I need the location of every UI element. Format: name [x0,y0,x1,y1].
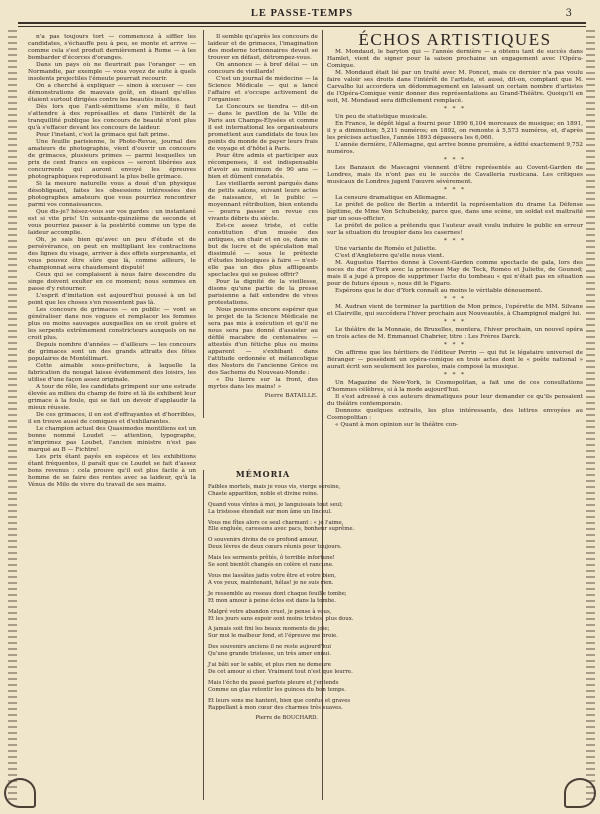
poem-stanza [208,483,341,498]
paragraph: L'esprit d'imitation est aujourd'hui poussé à un tel point que les choses s'en ressentent pas là. [28,293,196,306]
poem-line: Vous me fîtes alors ce seul charmant : « je l'aime, [208,519,344,526]
paragraph: M. Augustus Harriss donne à Covent-Garden comme spectacle de gala, lors des noces du duc d'York avec la princesse May de Teck, Roméo et Juliette, de Gounod; mais il a jugé à propos de supprimer l'acte du tombeau « qui n'était pas en situation pour de futurs époux », nous dit le Figaro. [327,260,583,287]
poem-stanza [208,608,354,623]
header-rule-thin [18,26,586,27]
column-rule-1 [203,30,204,418]
left-border-ornament [8,30,17,800]
poem-line: Je ressemble au roseau dont chaque feuille tombe; [208,590,347,597]
paragraph: Les concours de grimaces — en public — vont se généraliser dans nos vogues et remplacer les femmes plus ou moins sauvages auxquelles on se croit guère et les serpents extrêmement constricteurs auxquels on ne croit plus. [28,307,196,341]
poem-stanzas [208,483,355,712]
poem-line: O souvenirs divins de ce profond amour, [208,537,319,544]
paragraph: En France, le dépôt légal a fourni pour 1890 6,104 morceaux de musique; en 1891, il y a diminution; 5,211 numéros; en 1892, on remonte à 5,573 numéros, et, d'après les précises actuelles, l'année 1893 dépassera les 6,060. [327,121,583,141]
paragraph: Nous pouvons encore espérer que le projet de la Science Médicale ne sera pas mis à exécution et qu'il ne nous sera pas donné d'assister au défilé macabre de centenaires — attestés d'un fétiche plus ou moins apparent — s'exhibant dans l'attitude ordonnée et mélancolique des Nestors de l'ancienne Grèce ou des Sachems du Nouveau-Monde : [208,307,318,376]
paragraph: Une variante de Roméo et Juliette. [335,246,437,252]
poem-line: Malgré votre abandon cruel, je pense à vous, [208,608,332,615]
paragraph: Pour la dignité de la vieillesse, disons qu'une partie de la presse parisienne a fait entendre de vives protestations. [208,279,318,306]
page-number: 3 [565,8,572,19]
poem-line: Deux lèvres de deux cœurs réunis pour toujours. [208,544,342,551]
section-divider-stars: * * * [444,106,466,112]
poem-line: A vos yeux, maintenant, hélas! je ne suis rien. [208,579,334,586]
paragraph: Il s'est adressé à ces auteurs dramatiques pour leur demander ce qu'ils pensaient du théâtre contemporain. [327,394,583,407]
section-divider-stars: * * * [444,342,466,348]
paragraph: Cette aimable sous-préfecture, à laquelle la fabrication du nougat laisse évidemment des loisirs, les utilise d'une façon assez originale. [28,363,196,383]
paragraph: M. Mondaud, le baryton qui — l'année dernière — a obtenu tant de succès dans Hamlet, vient de signer pour la saison prochaine un engagement avec l'Opéra-Comique. [327,49,583,69]
paragraph: Pour l'instant, c'est la grimace qui fait prime. [36,132,170,138]
poem-stanza [208,679,346,694]
poem-line: Mais l'écho du passé parfois pleure et j'entends [208,679,339,686]
poem-line: De cet amour si cher. Vraiment tout n'est que leurre. [208,668,353,675]
section-divider-stars: * * * [444,187,466,193]
poem-stanza [208,555,335,569]
paragraph: Oh, je sais bien qu'avec un peu d'étude et de persévérance, on peut en multipliant les contractions des lignes du visage, arriver à des effets surprenants, et vous pouvez être sûre que là, comme ailleurs, le championnat sera chaudement disputé! [28,237,196,271]
poem-line: Et les jours sans espoir sont moins tristes, plus doux. [208,615,354,622]
section-divider-stars: * * * [444,319,466,325]
paragraph: Espérons que le duc d'York connaît au moins le véritable dénouement. [335,288,543,294]
paragraph: M. Audran vient de terminer la partition de Mon prince, l'opérette de MM. Silvane et Clairville, qui succédera l'hiver prochain aux Nouveautés, à Champignol malgré lui. [327,304,583,317]
poem-line: Rappellant à mon cœur des charmes très suaves. [208,704,343,711]
paragraph: Est-ce assez triste, et cette constitution d'un musée des antiques, en chair et en os, dans un but de lucre et de spéculation mal dissimulé — sous le prétexte d'études biologiques à faire — n'est-elle pas un des plus affligeants spectacles qui se puisse offrir? [208,223,318,278]
paragraph: C'est d'Angleterre qu'elle nous vient. [335,253,445,259]
poem-line: Quand vous vîntes à moi, je languissais tout seul; [208,501,343,508]
poem-stanza [208,626,338,640]
poem-line: Et mon amour à peine éclos est dans la tombe. [208,597,336,604]
paragraph: C'est un journal de médecine — la Science Médicale — qui a lancé l'affaire et s'occupe activement de l'organiser. [208,76,318,103]
poem-line: La tristesse étendait sur mon âme un linceul. [208,508,332,515]
poem-line: Faibles mortels, mais je vous vis, vierge sereine, [208,483,341,490]
poem-stanza [208,572,337,587]
poem-stanza [208,590,347,605]
poem-line: J'ai bâti sur le sable, et plus rien ne demeure [208,662,331,669]
paragraph: A tour de rôle, les candidats grimpent sur une estrade élevée au milieu du champ de foire et là ils exhibent leur grimace à la foule, qui se fait un devoir d'applaudir la mieux réussie. [28,384,196,411]
section-divider-stars: * * * [444,372,466,378]
paragraph: Il semble qu'après les concours de laideur et de grimaces, l'imagination des moderne tortionnaires devait se trouver en défaut, détrompez-vous. [208,34,318,61]
paragraph: Un peu de statistique musicale. [335,114,428,120]
poem-stanza [208,662,353,676]
paragraph: Une feuille parisienne, le Photo-Revue, journal des amateurs de photographie, vient d'ouvrir un concours de grimaces, plusieurs primes — parmi lesquelles un prix de cent francs en espèces — seront libérées aux concurrents qui auront envoyé les épreuves photographiques reproduisant la plus belle grimace. [28,139,196,180]
poem-stanza [208,644,331,658]
paragraph: Le théâtre de la Monnaie, de Bruxelles, montera, l'hiver prochain, un nouvel opéra en trois actes de M. Emmanuel Chabrier, titre : Les Frères Darck. [327,327,583,340]
paragraph: n'a pas toujours tort — commencez à siffler les candidates, s'échauffe peu à peu, se monte et arrive — comme cela s'est produit dernièrement à Rome — à les bombarder d'écorces d'oranges. [28,34,196,61]
poem-line: Vous me lassâtes jadis votre être et votre bien, [208,572,337,579]
column-rule-1-lower [203,470,204,800]
echos-sections [327,49,583,429]
paragraph: M. Mondaud était lié par un traité avec M. Poncet, mais ce dernier n'a pas voulu faire valoir ses droits dans l'intérêt de l'artiste, et aussi, dit-on, comptant que M. Carvalho lui accordera un dédommagement en laissant un certain nombre d'artistes de l'Opéra-Comique venir donner des représentations au Grand-Théâtre. Quoiqu'il en soit, M. Mondaud sera difficilement remplacé. [327,70,583,104]
publication-title: LE PASSE-TEMPS [250,8,354,19]
poem-stanza [208,537,342,551]
poem-line: Mais les serments prêtés, ô terrible infortune! [208,555,335,562]
paragraph: Le Concours se tiendra — dit-on — dans le pavillon de la Ville de Paris aux Champs-Élysées et comme il est international les organisateurs promettent aux candidats de tous les points du monde de payer leurs frais de voyage et d'hôtel à Paris. [208,104,318,152]
paragraph: Les Banzaux de Mascagni viennent d'être représentés au Covent-Garden de Londres, mais ils n'ont pas eu le succès de Cavalleria rusticana. Les critiques musicaux de Londres jugent l'œuvre sévèrement. [327,165,583,185]
quotation: « Du lierre sur la front, des myrtes dans les mains! » [208,377,318,390]
poem-line: Chaste apparition, noble et divine reine. [208,490,319,497]
poem-stanza [208,697,351,712]
article-column-2 [208,34,318,466]
paragraph: On affirme que les héritiers de l'éditeur Perrin — qui fut le légataire universel de Béranger — possèdent un opéra-comique en trois actes dont le « poète national » aurait écrit son seulement les paroles, mais composé la musique. [327,350,583,370]
poem-stanza [208,519,355,534]
poem-line: Se sont bientôt changés en colère et rancune. [208,562,334,569]
paragraph: Depuis nombre d'années — d'ailleurs — les concours de grimaces sont un des grands attraits des fêtes populaires de Montélimart. [28,342,196,362]
poem-line: Qu'une grande tristesse, un très amer ennui. [208,651,331,658]
paragraph: Si la mesure naturelle vous a doué d'un physique désobligeant, faites les obsessions intéressées des photographes amateurs que vous pourriez rencontrer parmi vos connaissances. [28,181,196,208]
paragraph: Dans un pays où ne fleurirait pas l'oranger — en Normandie, par exemple — vous voyez de suite à quels insolents projectiles l'émeute pourrait recourir. [28,62,196,82]
poem-memoria [208,468,355,798]
paragraph: Le champion actuel des Quasimodos montiliens est un bonne nommé Loudet — attention, typographe, n'imprimez pas Loubet, l'ancien ministre n'est pas marqué au B — Fichtre! [28,426,196,453]
echos-artistiques-column [327,30,583,804]
section-title: ÉCHOS ARTISTIQUES [358,30,552,49]
article-signature: Pierre BATAILLE. [264,393,318,399]
paragraph: Le préfet de police de Berlin a interdit la représentation du drame La Défense légitime, de Mme Von Schubeisky, parce que, dans une scène, un soldat est maltraité par un sous-officier. [327,202,583,222]
paragraph: Les prix étant payés en espèces et les exhibitions étant fréquentes, il paraît que ce Loudet se fait d'assez bons revenus : cela prouve qu'il est plus facile à un homme de se faire des rentes avec sa laideur, qu'à la Vénus de Milo de vivre du travail de ses mains. [28,454,196,488]
paragraph: Le préfet de police a prétendu que l'auteur avait voulu induire le public en erreur sur la situation du troupier dans les casernes! [327,223,583,236]
poem-line: Comme un glas retentir les guinces du bon temps. [208,686,346,693]
poem-title: MÉMORIA [235,469,291,479]
paragraph: Dès lors que l'anti-sémitisme s'en mêle, il faut s'attendre à des représailles et dans l'intérêt de la tranquillité publique les concours de beauté n'ont plus qu'à s'effacer devant les concours de laideur. [28,104,196,131]
poem-line: Et leurs sons me hantent, bien que confus et graves [208,697,351,704]
paragraph: Donnons quelques extraits, les plus intéressants, des lettres envoyées au Cosmopolitan : [327,408,583,421]
article-column-1 [28,34,196,804]
paragraph: « Quant à mon opinion sur le théâtre con- [335,422,459,428]
paragraph: La censure dramatique en Allemagne. [335,195,448,201]
paragraph: De ces grimaces, il en est d'effrayantes et d'horribles, il en trouve aussi de comiques et d'exhilarantes. [28,412,196,425]
poem-stanza [208,501,343,516]
paragraph: Que dis-je? hésez-vous sur vos gardes : un instantané est si vite pris! Un soixante-quinzième de seconde et vous pourriez passer à la postérité comme un type de laideur accomplie. [28,209,196,236]
paragraph: On a cherché à expliquer — sinon à excuser — ces démonstrations de mauvais goût, en disant qu'elles étaient surtout dirigées contre les beautés insolites. [28,83,196,103]
paragraph: Pour être admis et participer aux récompenses, il est indispensable d'avoir au minimum de 90 ans — bien et dûment constatés. [208,153,318,180]
paragraph: Ceux qui se complaisent à nous faire descendre du singe doivent exulter en ce moment; nous sommes en passe d'y retourner. [28,272,196,292]
poem-line: A jamais soit fini les beaux moments de joie; [208,626,330,633]
poem-line: Elle engluée, caressons avec pacs, bonheur suprême. [208,526,355,533]
poem-line: Des souvenirs anciens il ne reste aujourd'hui [208,644,331,651]
section-divider-stars: * * * [444,296,466,302]
section-divider-stars: * * * [444,238,466,244]
paragraph: On annonce — à bref délai — un concours de vieillards! [208,62,318,75]
paragraph: Les vieillards seront parqués dans de petits salons, suivant leurs actes de naissance, et le public — moyennant rétribution, bien entendu — pourra passer en revue ces vivants débris du siècle. [208,181,318,222]
right-border-ornament [586,30,595,800]
header-rule [18,22,586,24]
paragraph: L'année dernière, l'Allemagne, qui arrive bonne première, a édité exactement 9,752 numéros. [327,142,583,155]
section-divider-stars: * * * [444,157,466,163]
paragraph: Un Magazine de New-York, le Cosmopolitan, a fait une de ces consultations d'hommes célèbres, si à la mode aujourd'hui. [327,380,583,393]
poem-line: Sur moi le malheur fond, et l'épreuve me broie. [208,633,338,640]
poem-signature: Pierre de BOUCHARD. [255,715,318,722]
